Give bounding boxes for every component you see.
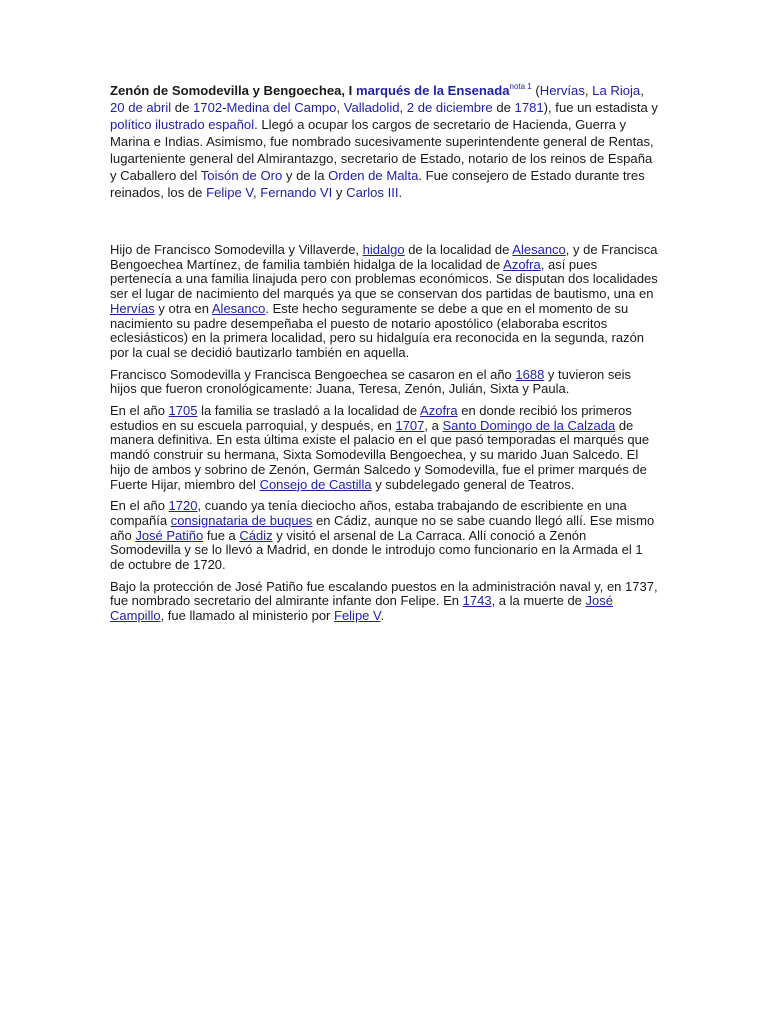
link-1702[interactable]: 1702	[193, 100, 223, 115]
link-1720[interactable]: 1720	[168, 498, 198, 514]
text: y subdelegado general de Teatros.	[371, 476, 575, 492]
link-jose-campillo[interactable]: José Campillo	[110, 593, 613, 624]
link-politico-ilustrado[interactable]: político ilustrado español	[110, 117, 255, 132]
link-orden-de-malta[interactable]: Orden de Malta	[328, 168, 419, 183]
link-cadiz[interactable]: Cádiz	[239, 527, 273, 543]
text: fue a	[203, 527, 240, 543]
link-azofra[interactable]: Azofra	[503, 256, 541, 272]
link-1743[interactable]: 1743	[462, 593, 492, 609]
footnote-ref[interactable]: nota 1	[509, 82, 532, 91]
intro-text: ,	[640, 83, 644, 98]
text: Francisco Somodevilla y Francisca Bengoechea se casaron en el año	[110, 366, 516, 382]
link-felipe-v[interactable]: Felipe V	[206, 185, 253, 200]
text: En el año	[110, 498, 169, 514]
link-1705[interactable]: 1705	[168, 403, 198, 419]
paragraph-family	[110, 243, 658, 361]
intro-text: (	[531, 83, 540, 98]
link-20-de-abril[interactable]: 20 de abril	[110, 100, 172, 115]
text: de manera definitiva. En esta última existe el palacio en el que pasó temporadas el marqués que mandó construir su hermana, Sixta Somodevilla Bengoechea, y su marido Juan Salcedo. El hijo de ambos y sobrino de Zenón, Germán Salcedo y Somodevilla, fue el primer marqués de Fuerte Hijar, miembro del	[110, 417, 650, 492]
paragraph-ministry	[110, 580, 658, 624]
link-alesanco[interactable]: Alesanco	[211, 300, 266, 316]
text: y tuvieron seis hijos que fueron cronológicamente: Juana, Teresa, Zenón, Julián, Sixta y Paula.	[110, 366, 632, 397]
section-gap	[110, 201, 658, 243]
text: en Cádiz, aunque no se sabe cuando llegó allí. Ese mismo año	[110, 512, 655, 543]
text: , a	[424, 417, 443, 433]
link-medina-del-campo[interactable]: Medina del Campo	[226, 100, 337, 115]
link-hervias[interactable]: Hervías	[110, 300, 155, 316]
text: , cuando ya tenía dieciocho años, estaba trabajando de escribiente en una compañía	[110, 498, 627, 528]
link-1781[interactable]: 1781	[514, 100, 544, 115]
intro-text: de	[492, 100, 515, 115]
link-1688[interactable]: 1688	[515, 366, 545, 382]
link-consejo-de-castilla[interactable]: Consejo de Castilla	[259, 476, 372, 492]
text: . Este hecho seguramente se debe a que en el momento de su nacimiento su padre desempeñaba el puesto de notario apostólico (elaboraba escritos eclesiásticos) en la primera localidad, pero su hidalguía era reconocida en la segunda, razón por la cual se decidió bautizarlo también en aquella.	[110, 300, 645, 360]
paragraph-cadiz	[110, 499, 658, 573]
text: , y de Francisca Bengoechea Martínez, de familia también hidalga de la localidad de	[110, 242, 658, 272]
intro-text: y de la	[282, 168, 329, 183]
intro-text: Zenón de Somodevilla y Bengoechea, I	[110, 83, 356, 98]
text: .	[380, 608, 385, 624]
text: , fue llamado al ministerio por	[160, 608, 334, 624]
text: Hijo de Francisco Somodevilla y Villaverde,	[110, 242, 363, 257]
link-alesanco[interactable]: Alesanco	[512, 242, 566, 257]
link-hidalgo[interactable]: hidalgo	[362, 242, 405, 257]
text: , a la muerte de	[491, 593, 586, 609]
link-toison-de-oro[interactable]: Toisón de Oro	[200, 168, 283, 183]
intro-paragraph	[110, 82, 658, 201]
link-2-de-diciembre[interactable]: 2 de diciembre	[406, 100, 493, 115]
text: la familia se trasladó a la localidad de	[197, 403, 421, 419]
text: de la localidad de	[404, 242, 513, 257]
text: y otra en	[154, 300, 212, 316]
link-azofra[interactable]: Azofra	[420, 403, 458, 419]
intro-text: ), fue un estadista y	[543, 100, 658, 115]
link-santo-domingo-de-la-calzada[interactable]: Santo Domingo de la Calzada	[442, 417, 616, 433]
link-1707[interactable]: 1707	[395, 417, 425, 433]
link-jose-patino[interactable]: José Patiño	[135, 527, 204, 543]
link-fernando-vi[interactable]: Fernando VI	[260, 185, 333, 200]
text: En el año	[110, 403, 169, 419]
intro-text: .	[398, 185, 403, 200]
text: y visitó el arsenal de La Carraca. Allí conoció a Zenón Somodevilla y se lo llevó a Madrid, en donde le introdujo como funcionario en la Armada el 1 de octubre de 1720.	[110, 527, 643, 573]
link-la-rioja[interactable]: La Rioja	[592, 83, 641, 98]
intro-text: . Llegó a ocupar los cargos de secretario de Hacienda, Guerra y Marina e Indias. Asimismo, fue nombrado sucesivamente superintendente general de Rentas, lugarteniente general del Almirantazgo, secretario de Estado, notario de los reinos de España y Caballero del	[110, 117, 654, 183]
link-hervias[interactable]: Hervías	[539, 83, 585, 98]
link-felipe-v[interactable]: Felipe V	[334, 608, 381, 624]
intro-text: ,	[252, 185, 261, 200]
intro-text: ,	[336, 100, 344, 115]
paragraph-marriage	[110, 368, 658, 397]
intro-text: de	[171, 100, 193, 115]
intro-text: . Fue consejero de Estado durante tres reinados, los de	[110, 168, 645, 200]
text: Bajo la protección de José Patiño fue escalando puestos en la administración naval y, en 1737, fue nombrado secretario del almirante infante don Felipe. En	[110, 578, 658, 609]
article	[110, 82, 658, 631]
intro-text: -	[222, 100, 227, 115]
link-carlos-iii[interactable]: Carlos III	[346, 185, 399, 200]
intro-text: ,	[584, 83, 593, 98]
text: en donde recibió los primeros estudios en su escuela parroquial, y después, en	[110, 403, 632, 433]
paragraph-education	[110, 404, 658, 492]
link-valladolid[interactable]: Valladolid	[343, 100, 400, 115]
intro-text: ,	[399, 100, 407, 115]
link-marques-ensenada[interactable]: marqués de la Ensenada	[355, 83, 510, 98]
text: , así pues pertenecía a una familia linajuda pero con problemas económicos. Se disputan dos localidades ser el lugar de nacimiento del marqués ya que se conservan dos partidas de bautismo, una en	[110, 256, 658, 302]
intro-text: y	[332, 185, 347, 200]
link-consignataria-de-buques[interactable]: consignataria de buques	[170, 512, 313, 528]
